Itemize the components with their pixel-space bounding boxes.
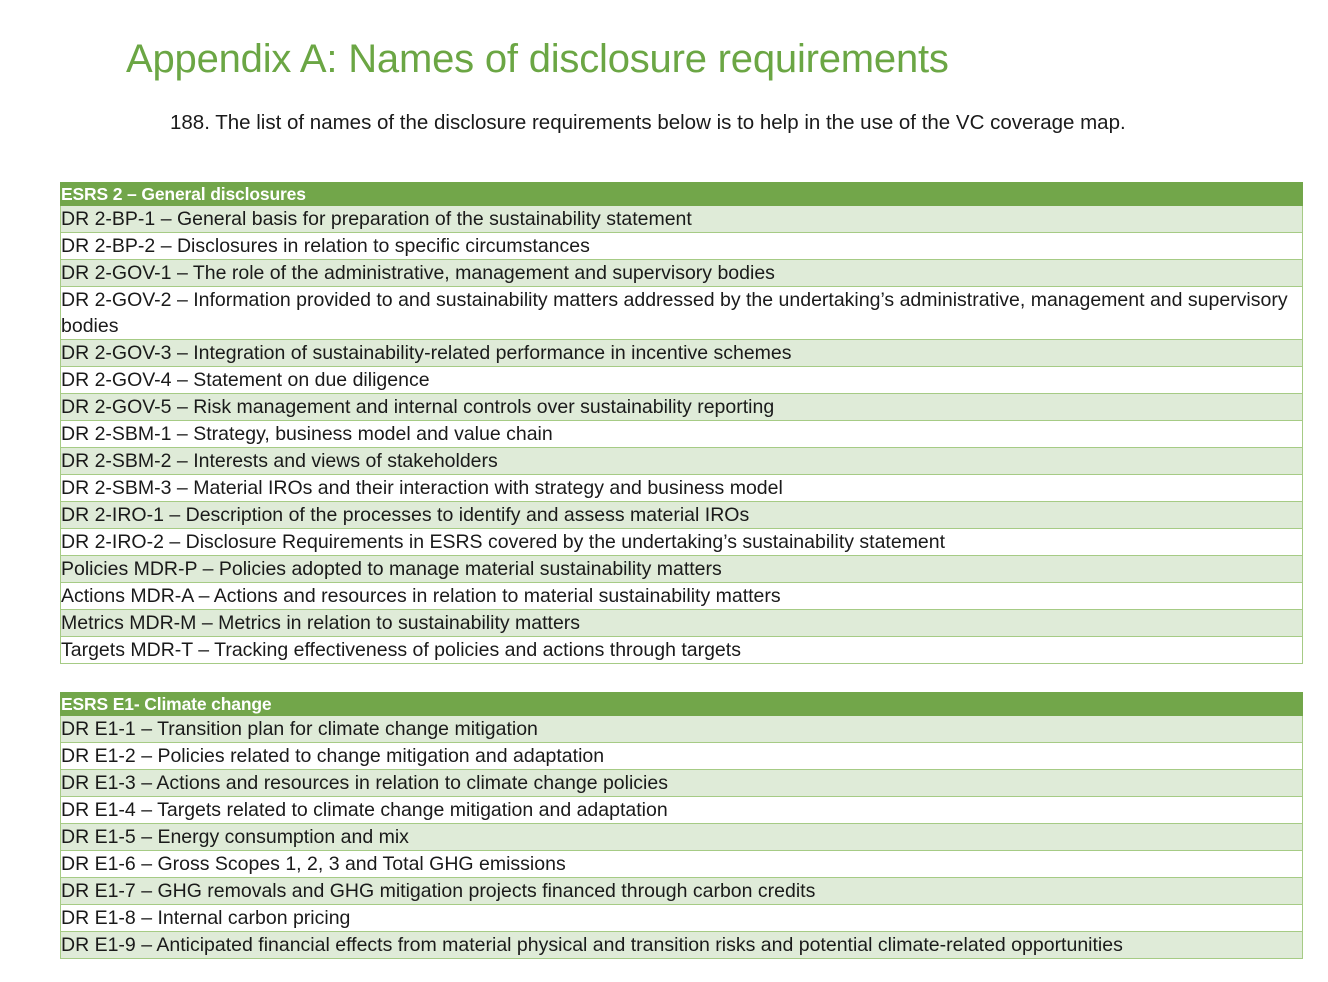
section-header-esrs-e1: ESRS E1- Climate change xyxy=(61,693,1303,716)
disclosure-requirement-cell: DR 2-GOV-5 – Risk management and internal controls over sustainability reporting xyxy=(61,394,1303,421)
intro-paragraph: 188. The list of names of the disclosure requirements below is to help in the use of the VC coverage map. xyxy=(170,110,1126,134)
disclosure-requirement-cell: DR 2-SBM-3 – Material IROs and their interaction with strategy and business model xyxy=(61,475,1303,502)
disclosure-requirement-cell: DR 2-BP-1 – General basis for preparation of the sustainability statement xyxy=(61,206,1303,233)
table-row xyxy=(61,716,1303,743)
disclosure-requirement-cell: Actions MDR-A – Actions and resources in relation to material sustainability matters xyxy=(61,583,1303,610)
page-title: Appendix A: Names of disclosure requirements xyxy=(126,36,949,81)
disclosure-requirement-cell: DR 2-GOV-1 – The role of the administrative, management and supervisory bodies xyxy=(61,260,1303,287)
table-row xyxy=(61,287,1303,340)
table-row xyxy=(61,637,1303,664)
section-header-esrs2: ESRS 2 – General disclosures xyxy=(61,183,1303,206)
esrs2-disclosure-table xyxy=(60,182,1303,664)
table-header-row xyxy=(61,693,1303,716)
disclosure-requirement-cell: DR 2-GOV-4 – Statement on due diligence xyxy=(61,367,1303,394)
table-row xyxy=(61,932,1303,959)
table-row xyxy=(61,743,1303,770)
disclosure-requirement-cell: DR E1-8 – Internal carbon pricing xyxy=(61,905,1303,932)
esrs-e1-table-body xyxy=(61,693,1303,959)
table-row xyxy=(61,583,1303,610)
disclosure-requirement-cell: DR E1-3 – Actions and resources in relation to climate change policies xyxy=(61,770,1303,797)
table-row xyxy=(61,260,1303,287)
table-row xyxy=(61,556,1303,583)
disclosure-requirement-cell: DR E1-2 – Policies related to change mitigation and adaptation xyxy=(61,743,1303,770)
table-row xyxy=(61,502,1303,529)
table-row xyxy=(61,529,1303,556)
disclosure-requirement-cell: DR E1-1 – Transition plan for climate change mitigation xyxy=(61,716,1303,743)
disclosure-requirement-cell: DR 2-SBM-2 – Interests and views of stakeholders xyxy=(61,448,1303,475)
disclosure-requirement-cell: DR E1-4 – Targets related to climate change mitigation and adaptation xyxy=(61,797,1303,824)
disclosure-requirement-cell: Metrics MDR-M – Metrics in relation to sustainability matters xyxy=(61,610,1303,637)
disclosure-requirement-cell: Policies MDR-P – Policies adopted to manage material sustainability matters xyxy=(61,556,1303,583)
disclosure-requirement-cell: Targets MDR-T – Tracking effectiveness of policies and actions through targets xyxy=(61,637,1303,664)
table-row xyxy=(61,851,1303,878)
disclosure-requirement-cell: DR E1-5 – Energy consumption and mix xyxy=(61,824,1303,851)
disclosure-requirement-cell: DR E1-9 – Anticipated financial effects from material physical and transition risks and potential climate-related opportunities xyxy=(61,932,1303,959)
disclosure-requirement-cell: DR E1-6 – Gross Scopes 1, 2, 3 and Total GHG emissions xyxy=(61,851,1303,878)
disclosure-requirement-cell: DR 2-IRO-2 – Disclosure Requirements in ESRS covered by the undertaking’s sustainability statement xyxy=(61,529,1303,556)
table-row xyxy=(61,797,1303,824)
disclosure-requirement-cell: DR E1-7 – GHG removals and GHG mitigation projects financed through carbon credits xyxy=(61,878,1303,905)
table-row xyxy=(61,206,1303,233)
table-row xyxy=(61,824,1303,851)
disclosure-requirement-cell: DR 2-SBM-1 – Strategy, business model and value chain xyxy=(61,421,1303,448)
table-row xyxy=(61,770,1303,797)
table-row xyxy=(61,394,1303,421)
disclosure-requirement-cell: DR 2-GOV-3 – Integration of sustainability-related performance in incentive schemes xyxy=(61,340,1303,367)
table-row xyxy=(61,448,1303,475)
disclosure-requirement-cell: DR 2-IRO-1 – Description of the processes to identify and assess material IROs xyxy=(61,502,1303,529)
table-row xyxy=(61,878,1303,905)
table-row xyxy=(61,340,1303,367)
disclosure-requirement-cell: DR 2-BP-2 – Disclosures in relation to specific circumstances xyxy=(61,233,1303,260)
table-row xyxy=(61,421,1303,448)
table-row xyxy=(61,905,1303,932)
table-header-row xyxy=(61,183,1303,206)
table-row xyxy=(61,367,1303,394)
table-row xyxy=(61,475,1303,502)
table-row xyxy=(61,610,1303,637)
table-row xyxy=(61,233,1303,260)
esrs2-table-body xyxy=(61,183,1303,664)
esrs-e1-disclosure-table xyxy=(60,692,1303,959)
disclosure-requirement-cell: DR 2-GOV-2 – Information provided to and sustainability matters addressed by the undertaking’s administrative, management and supervisory bodies xyxy=(61,287,1303,340)
